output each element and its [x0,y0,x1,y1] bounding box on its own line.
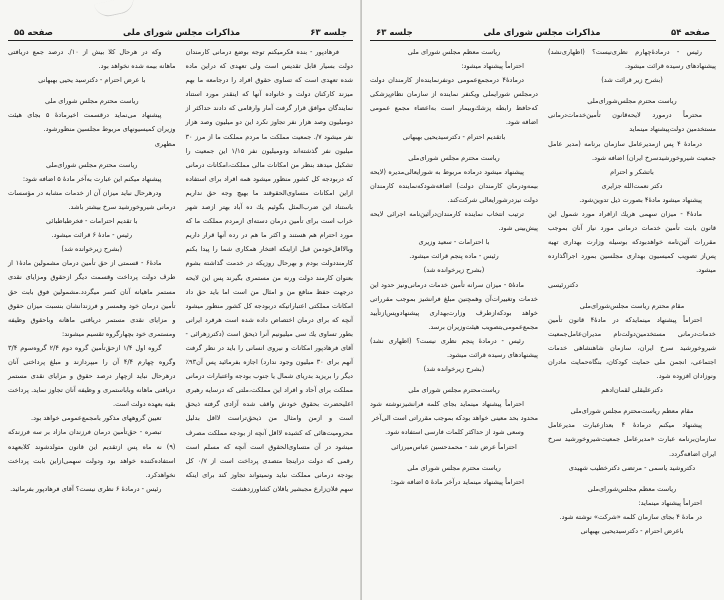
page-header [370,26,716,41]
address-line: مقام معظم ریاست‌محترم مجلس شورای‌ملی [570,407,694,416]
page-header [8,26,353,41]
reading-note: (بشرح زیرخوانده شد) [423,365,485,374]
column-left-page-left [8,45,176,496]
article-paragraph: مادهٔ۵ - میزان سرانه تأمین خدمات درمانی‌ونیز حدود این خدمات وتغییرات‌آن وهمچنین مبلغ فرانشیز بموجب مقرراتی خواهد بودکه‌ازطرف وزارت‌بهداری پیشنهادوپس‌ازتأیید مجمع‌عمومی‌بتصویب هیئت‌وزیران برسد. [370,280,538,331]
signature-line: با تقدیم احترامات - فخرطباطبائی [46,217,138,226]
column-right-page-right [548,45,716,538]
paragraph: احتراماً پیشنهاد مینماید: [638,498,702,507]
address-line: ریاست معظم مجلس شورای ملی [407,48,501,56]
signature-line: با احترامات - سعید وزیری [418,238,490,247]
column-left-page-right [186,45,354,496]
paragraph: احتراماً پیشنهاد مینماید درآخر مادهٔ ۵ اضافه شود: [390,477,524,486]
paragraph: پیشنهاد می‌نماید درقسمت اخیرمادهٔ ۵ بجای هیئت وزیران کمیسیونهای مربوط مجلسین منظورشود. [8,111,176,134]
header-title: مذاکرات مجلس شورای ملی [123,28,241,38]
article-paragraph: تبصره - حق‌تأمین درمان فرزندان مازاد بر سه فرزندکه (۹) نه ماه پس ازتقدیم این قانون متولدشوند کلابعهده استفاده‌کننده خواهد بود ودولت سهمی‌ازاین بابت پرداخت نخواهدکرد. [8,428,176,479]
header-title: مذاکرات مجلس شورای ملی [483,28,601,38]
speaker-paragraph: فرهادپور - بنده فکرمیکنم توجه بوضع درمانی کارمندان دولت بسیار قابل تقدیس است ولی تعهدی که دراین ماده شده تعهدی است که تساوی حقوق افراد را درجامعه ما بهم میزند کارکنان دولت و خانواده آنها که اینقدر مورد استناد نمایندگان موافق قرار گرفت آمار وارقامی که دادند حداکثر از دومیلیون وصد هزار نفر تجاوز نکرد این دو میلیون وصد هزار نفر میشود ۷/. جمعیت مملکت ما مردم مملکت ما از مرز ۳۰ میلیون نفر گذشته‌اند ودومیلیون نفر ۱/۱۵ این جمعیت را تشکیل میدهد بنظر من امکانات مالی مملکت،امکانات درمانی که دربودجه کل کشور منظور میشود همه افراد برای استفاده ازاین امکانات متساوی‌الحقوقند ما بهیچ وجه حق نداریم باستناد این ضرب‌المثل بگوئیم یك ده آباد بهتر ازصد شهر خراب است برای تأمین درمان دسته‌ای ازمردم مملکت ما که مورد احترام هم هستند و اکثر ما هم در رده آنها قرار داریم وبالااقل‌خودمن قبل ازاینکه افتخار همکاری شما را پیدا بکنم کارمنددولت بودم و بهرحال روزیکه در خدمت گذاشته بشوم بعنوان کارمند دولت ورنه من مستمری بگیرند پس این لایحه درجهت حفظ منافع من و امثال من است اما باید حق داد امکانات مملکتی اعتباراتیکه دربودجه کل کشور منظور میشود آنچه که برای درمان اختصاص داده شده است هرفرد ایرانی بطور تساوی یك سی میلیونیم آنرا ذیحق است (دکترزهرائی - آقای فرهادپور امکانات و نیروی انسانی را باید در نظر گرفت آنهم برای ۳۰ میلیون وجود ندارد) اجازه بفرمائید پس آن۹۳٪ دیگر را بریزید بدریای شمال یا جنوب بودجه واعتبارات درمانی مملکت برای آحاد و افراد این مملکت،ملتی که درسایه رهبری اعلیحضرت بحقوق خودش واقف شده آزادی گرفته ذیحق است و ازمن وامثال من ذیحق‌تراست لااقل بدلیل محرومیت‌هائی که کشیده لااقل آنچه از بودجه مملکت مصرف میشود در آن متساوی‌الحقوق است آنچه که مسلم است رقمی که دولت دراینجا متصدی پرداخت است از ۰/۷ کل بودجه درمانی مملکت نباید ونمیتواند تجاوز کند برای اینکه سهم فلان‌زارع مجبشیر یافلان کشاورزدهشت [185,48,354,493]
address-line: ریاست محترم مجلس شورای ملی [407,463,501,472]
session-label: جلسه ۶۳ [376,28,413,38]
reading-note: (بشرح زیرخوانده شد) [61,245,123,254]
paragraph: ودرهرحال نباید میزان آن از خدمات مشابه در مؤسسات درمانی شیروخورشید سرخ بیشتر باشد. [8,188,176,211]
paragraph: پیشنهاد میشود درماده مربوط به شورایعالی‌مدیره (لایحه بیمه‌ودرمان کارمندان دولت) اضافه‌شودکه‌نماینده کارمندان دولت نیزدرشورایعالی شرکت‌کند. [370,167,538,204]
signature-line: دکتروشید یاسمی - مرتضی دکترخطیب شهیدی [568,463,696,472]
signature-line: باتشکر و احترام [610,167,654,176]
speaker-paragraph: رئیس - درمادهٔ ۶ نظری نیست؟ آقای فرهادپور بفرمائید. [10,484,162,493]
page-54 [362,0,724,600]
address-line: ریاست محترم مجلس‌شورای‌ملی [587,97,677,106]
address-line: ریاست معظم مجلس‌شورای‌ملی [587,484,677,493]
signature-line: دکترعلیقلی لقمان‌ادهم [601,386,663,395]
article-paragraph: مادهٔ۶ - قسمتی از حق تأمین درمان مشمولین مادهٔ۱ از طرف دولت پرداخت وقسمت دیگر ازحقوق ومزایای نقدی مستمر ماهیانه آنان کسر میگردد.مشمولین فوق بابت حق تأمین درمان خود وهمسر و فرزندانشان بنسبت میزان حقوق و مزایای نقدی مستمر دریافتی ماهانه وباحقوق وظیفه ومستمری خود بچهارگروه تقسیم میشوند: [8,259,176,338]
paragraph: پیشنهاد میکنم درمادهٔ ۴ بعدازعبارت مدیرعامل سازمان‌برنامه عبارت «مدیرعامل جمعیت‌شیروخورشید سرخ ایران اضافه‌گردد. [548,421,716,458]
paragraph: وکه در هرحال کلا بیش از ۱۰/. درصد جمع دریافتی ماهانه بیمه شده نخواهد بود. [8,48,176,71]
paragraph: احتراماً پیشنهاد مینمایدکه در مادهٔ۴ قانون تأمین خدمات‌درمانی مستخدمین‌دولت‌نام مدیران‌عامل‌جمعیت شیروخورشید سرخ ایران، سازمان شاهنشاهی خدمات اجتماعی، انجمن ملی حمایت کودکان، بنگاه‌حمایت مادران ونوزادان افزوده شود. [548,315,716,381]
signature-line: باعرض احترام - دکترسیدیحیی بهبهانی [580,527,684,535]
paragraph: تعیین گروههای مذکور بامجمع‌عمومی خواهد بود. [30,414,162,423]
paragraph: گروه اول ۱/۴ ازحق‌تأمین گروه دوم ۲/۴ گروه‌سوم ۳/۴ وگروه چهارم ۴/۴ آن را میپردازند و مبلغ پرداختی آنان درهرحال نباید ازچهار درصد حقوق و مزایای نقدی مستمر دریافتی ماهانه وباباستمری و وظیفه آنان تجاوز نماید. پرداخت بقیه بعهده دولت است. [8,343,176,409]
paragraph: پیشنهاد میشود مادهٔ۴ بصورت ذیل تدوین‌شود. [579,195,702,204]
speaker-paragraph: رئیس - ماده پنجم قرائت میشود. [409,252,499,261]
address-line: ریاست محترم مجلس شورای ملی [44,97,139,106]
article-paragraph: مادهٔ۴ - میزان سهمی هریك ازافراد مورد شمول این قانون بابت تأمین خدمات درمانی مورد نیاز آنان بموجب مقررات آئین‌نامه خواهدبودکه بوسیله وزارت بهداری تهیه پس‌از تصویب کمیسیون بهداری مجلسین بمورد اجراگذارده میشود. [548,210,716,275]
pen-mark [94,0,136,19]
speaker-paragraph: رئیس - مادهٔ ۶ قرائت میشود. [51,231,133,240]
speaker-paragraph: رئیس - درمادهٔ‌چهارم نظری‌نیست؟ (اظهاری‌نشد) پیشنهادهای رسیده قرائت میشود. [548,48,716,71]
address-line: ریاست‌محترم مجلس شورای ملی [408,386,500,395]
reading-note: (بشرح زیرخوانده شد) [423,266,485,275]
paragraph: پیشنهاد میکنم این عبارت به‌آخر مادهٔ ۵ اضافه شود: [22,174,162,183]
signature-line: مظهری [154,139,176,148]
address-line: ریاست محترم مجلس شورای‌ملی [45,160,138,169]
paragraph: محترماً درمورد لایحه‌قانون تأمین‌خدمات‌درمانی مستخدمین دولت‌پیشنهاد مینماید [548,111,716,134]
paragraph: در مادهٔ ۴ بجای سازمان کلمه «شرکت» نوشته شود. [559,512,702,521]
columns [8,45,353,496]
signature-line: احتراماً عرض شد - محمدحسین عباس‌میرزائی [391,442,517,451]
signature-line: دکتر نعمت‌الله جزایری [601,181,663,190]
paragraph: وسعی شود از حداکثر کلمات فارسی استفاده شود. [385,428,524,437]
reading-note: (بشرح زیر قرائت شد) [601,76,663,85]
page-number: صفحه ۵۵ [14,28,53,38]
address-line: ریاست محترم مجلس شورای‌ملی [408,153,500,162]
signature-line: با عرض احترام - دکترسید یحیی بهبهانی [38,76,146,85]
signature-line: دکتررئیسی [548,280,579,289]
speaker-paragraph: رئیس - درمادهٔ پنجم نظری نیست؟ (اظهاری نشد) پیشنهادهای رسیده قرائت میشود. [370,336,538,359]
paragraph: ترتیب انتخاب نماینده کارمندان‌درآئین‌نامه اجرائی لایحه پیش‌بینی شود. [370,210,538,233]
signature-line: باتقدیم احترام - دکترسیدیحیی بهبهانی [402,132,506,141]
columns [370,45,716,538]
paragraph: احتراماً پیشنهاد میشود: [461,62,524,71]
paragraph: درمادهٔ۴ درمجمع‌عمومی دونفرنماینده‌از کارمندان دولت درمجلس شورایملی ویکنفر نماینده از سازمان نظام‌پزشکی که‌حافظ رابطه پزشك‌وبیمار است به‌اعضاء مجمع عمومی اضافه شود. [370,76,538,127]
paragraph: درمادهٔ ۴ پس ازمدیرعامل سازمان برنامه (مدیر عامل جمعیت شیروخورشیدسرخ ایران) اضافه شود. [548,139,716,162]
page-number: صفحه ۵۴ [671,28,710,38]
session-label: جلسه ۶۳ [310,28,347,38]
column-right-page-left [370,45,538,538]
address-line: مقام محترم ریاست مجلس‌شورای‌ملی [579,301,685,310]
paragraph: احتراماً پیشنهاد مینماید بجای کلمه فرانشیزنوشته شود محدود بحد معینی خواهد بودکه بموجب مقرراتی است الی‌آخر [370,400,538,423]
